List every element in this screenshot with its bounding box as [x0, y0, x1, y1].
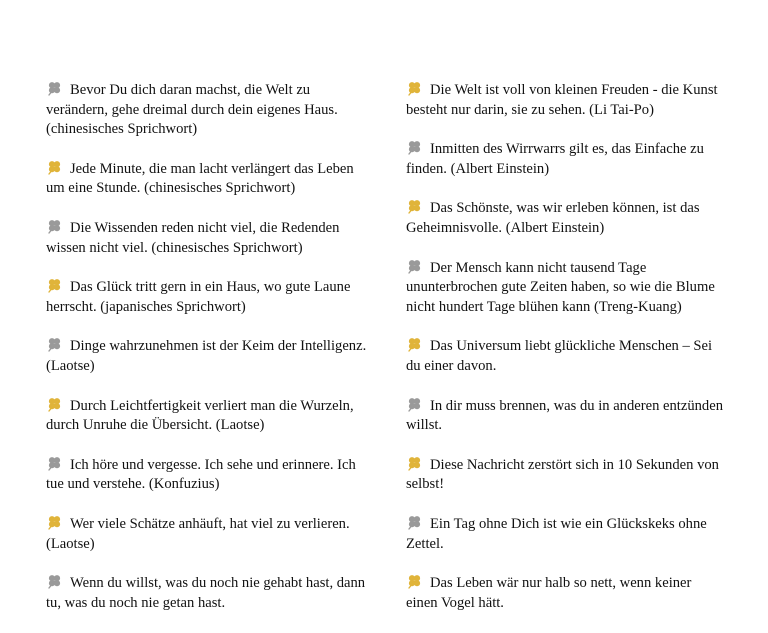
gray-clover-icon — [46, 574, 63, 589]
gray-clover-icon — [406, 140, 423, 155]
quote-text: Das Leben wär nur halb so nett, wenn keiner einen Vogel hätt. — [406, 575, 692, 611]
quote-item — [406, 574, 726, 613]
gray-clover-icon — [46, 337, 63, 352]
quote-column-left — [46, 81, 368, 633]
quote-item — [46, 574, 368, 613]
quote-text: Jede Minute, die man lacht verlängert das Leben um eine Stunde. (chinesisches Sprichwort) — [46, 160, 354, 197]
quote-text: Die Wissenden reden nicht viel, die Redenden wissen nicht viel. (chinesisches Sprichwort) — [46, 219, 340, 256]
gray-clover-icon — [46, 81, 63, 96]
gold-clover-icon — [406, 337, 423, 352]
quote-item — [46, 456, 368, 495]
gray-clover-icon — [46, 456, 63, 471]
quote-text: Bevor Du dich daran machst, die Welt zu verändern, gehe dreimal durch dein eigenes Haus. (chinesisches Sprichwort) — [46, 82, 338, 138]
gold-clover-icon — [406, 199, 423, 214]
quote-item — [46, 397, 368, 436]
quote-item — [406, 81, 726, 120]
quote-text: Durch Leichtfertigkeit verliert man die Wurzeln, durch Unruhe die Übersicht. (Laotse) — [46, 397, 354, 434]
quote-item — [46, 337, 368, 376]
quote-text: Die Welt ist voll von kleinen Freuden - die Kunst besteht nur darin, sie zu sehen. (Li Tai-Po) — [406, 82, 718, 118]
gray-clover-icon — [406, 515, 423, 530]
quote-text: In dir muss brennen, was du in anderen entzünden willst. — [406, 397, 724, 434]
quote-item — [46, 278, 368, 317]
gold-clover-icon — [46, 397, 63, 412]
quote-item — [46, 160, 368, 199]
gold-clover-icon — [46, 515, 63, 530]
quote-item — [406, 259, 726, 318]
quote-text: Wenn du willst, was du noch nie gehabt hast, dann tu, was du noch nie getan hast. — [46, 575, 366, 611]
gray-clover-icon — [406, 259, 423, 274]
gold-clover-icon — [46, 160, 63, 175]
quote-item — [406, 337, 726, 376]
quote-item — [406, 397, 726, 436]
quote-text: Das Schönste, was wir erleben können, ist das Geheimnisvolle. (Albert Einstein) — [406, 200, 700, 236]
quote-text: Das Universum liebt glückliche Menschen – Sei du einer davon. — [406, 338, 713, 374]
gold-clover-icon — [406, 574, 423, 589]
gold-clover-icon — [46, 278, 63, 293]
quote-text: Das Glück tritt gern in ein Haus, wo gute Laune herrscht. (japanisches Sprichwort) — [46, 279, 351, 315]
quote-text: Wer viele Schätze anhäuft, hat viel zu verlieren. (Laotse) — [46, 515, 350, 552]
gold-clover-icon — [406, 81, 423, 96]
quote-column-right — [406, 81, 726, 633]
quote-text: Inmitten des Wirrwarrs gilt es, das Einfache zu finden. (Albert Einstein) — [406, 141, 704, 177]
quote-item — [406, 456, 726, 495]
quote-text: Ein Tag ohne Dich ist wie ein Glückskeks ohne Zettel. — [406, 515, 707, 552]
gray-clover-icon — [46, 219, 63, 234]
quote-text: Ich höre und vergesse. Ich sehe und erinnere. Ich tue und verstehe. (Konfuzius) — [46, 456, 356, 493]
quote-item — [46, 219, 368, 258]
quote-item — [406, 515, 726, 554]
quote-text: Diese Nachricht zerstört sich in 10 Sekunden von selbst! — [406, 456, 719, 493]
gold-clover-icon — [406, 456, 423, 471]
quote-item — [46, 515, 368, 554]
quote-item — [46, 81, 368, 140]
quote-item — [406, 199, 726, 238]
gray-clover-icon — [406, 397, 423, 412]
quote-text: Dinge wahrzunehmen ist der Keim der Intelligenz. (Laotse) — [46, 338, 367, 374]
quote-text: Der Mensch kann nicht tausend Tage ununterbrochen gute Zeiten haben, so wie die Blume nicht hundert Tage blühen kann (Treng-Kuang) — [406, 259, 715, 315]
quote-item — [406, 140, 726, 179]
